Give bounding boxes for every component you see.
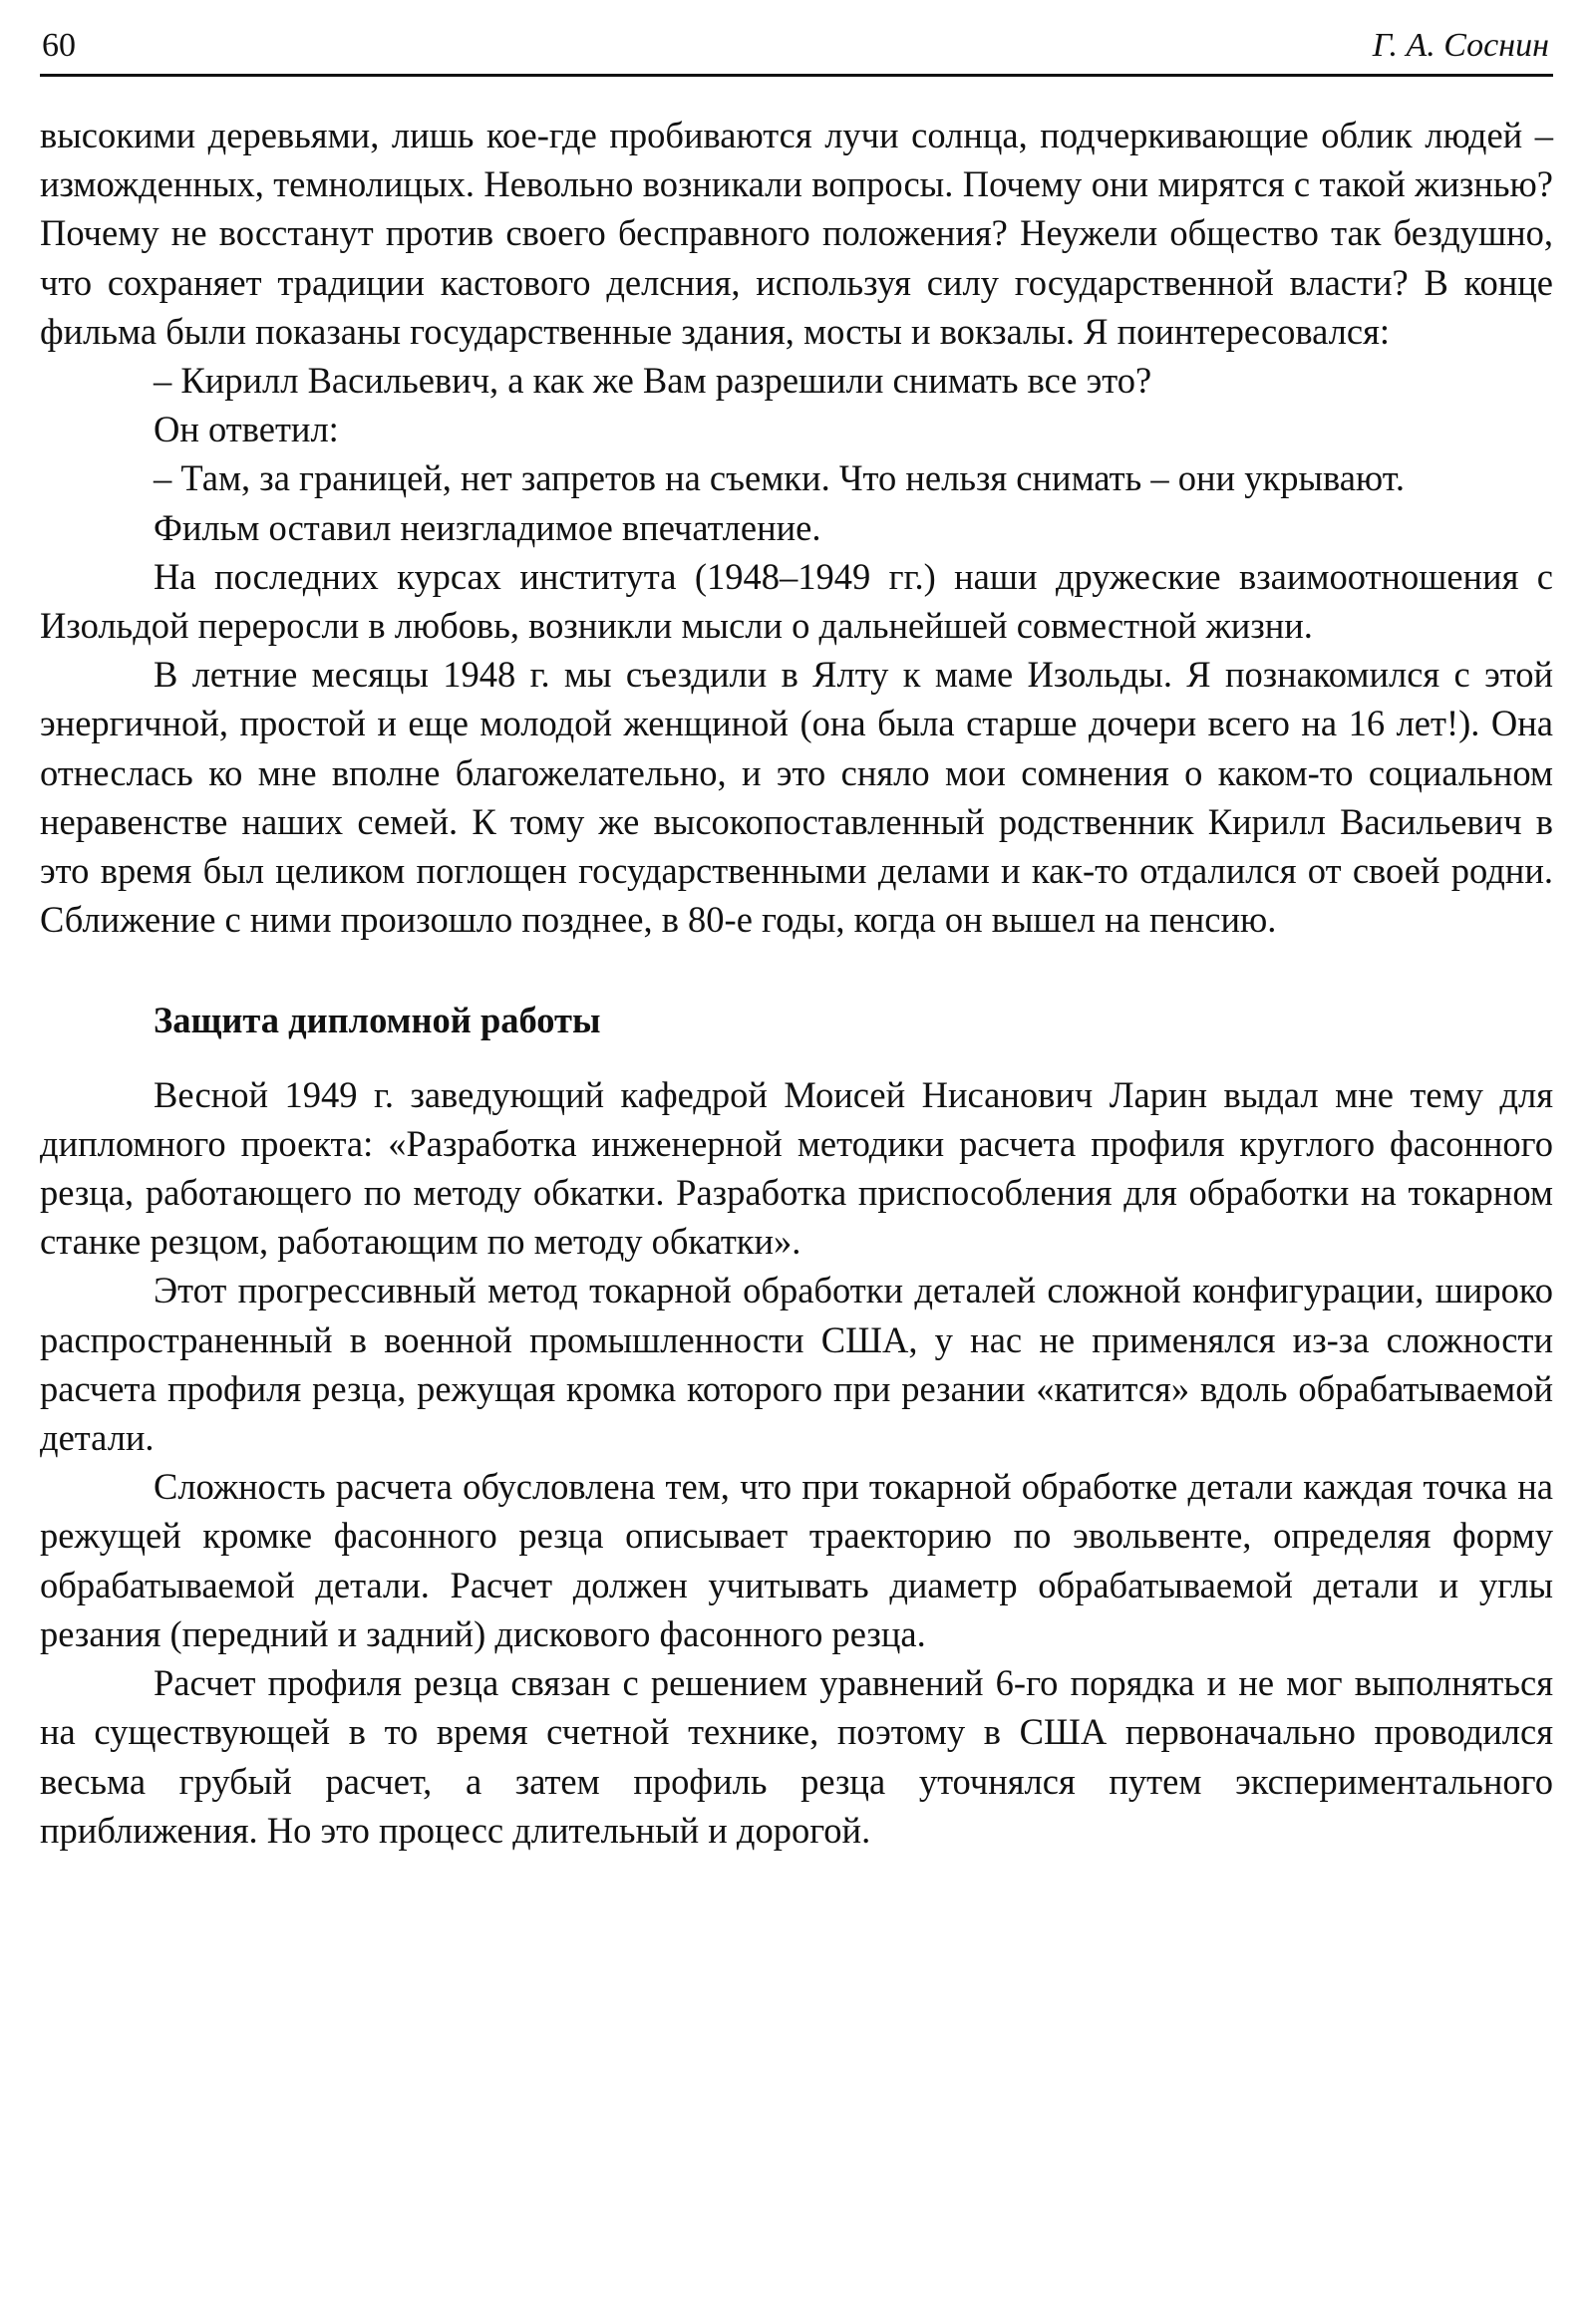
- paragraph: высокими деревьями, лишь кое-где пробиваются лучи солнца, подчеркивающие облик людей – изможденных, темнолицых. Невольно возникали вопросы. Почему они мирятся с такой жизнью? Почему не восстанут против своего бесправного положения? Неужели общество так бездушно, что сохраняет традиции кастового делсния, используя силу государственной власти? В конце фильма были показаны государственные здания, мосты и вокзалы. Я поинтересовался:: [40, 115, 1553, 352]
- paragraph: В летние месяцы 1948 г. мы съездили в Ялту к маме Изольды. Я познакомился с этой энергичной, простой и еще молодой женщиной (она была старше дочери всего на 16 лет!). Она отнеслась ко мне вполне благожелательно, и это сняло мои сомнения о каком-то социальном неравенстве наших семей. К тому же высокопоставленный родственник Кирилл Васильевич в это время был целиком поглощен государственными делами и как-то отдалился от своей родни. Сближение с ними произошло позднее, в 80-е годы, когда он вышел на пенсию.: [40, 654, 1553, 941]
- paragraph: Он ответил:: [154, 409, 339, 450]
- paragraph: Расчет профиля резца связан с решением уравнений 6-го порядка и не мог выполняться на существующей в то время счетной технике, поэтому в США первоначально проводился весьма грубый расчет, а затем профиль резца уточнялся путем экспериментального приближения. Но это процесс длительный и дорогой.: [40, 1662, 1553, 1851]
- paragraph: – Там, за границей, нет запретов на съемки. Что нельзя снимать – они укрывают.: [154, 457, 1406, 499]
- paragraph: Сложность расчета обусловлена тем, что при токарной обработке детали каждая точка на режущей кромке фасонного резца описывает траекторию по эвольвенте, определяя форму обрабатываемой детали. Расчет должен учитывать диаметр обрабатываемой детали и углы резания (передний и задний) дискового фасонного резца.: [40, 1466, 1553, 1654]
- running-head-author: Г. А. Соснин: [1372, 27, 1549, 64]
- header-rule: [40, 74, 1553, 77]
- page-body: [40, 111, 1553, 1855]
- paragraph: Весной 1949 г. заведующий кафедрой Моисей Нисанович Ларин выдал мне тему для дипломного проекта: «Разработка инженерной методики расчета профиля круглого фасонного резца, работающего по методу обкатки. Разработка приспособления для обработки на токарном станке резцом, работающим по методу обкатки».: [40, 1073, 1553, 1263]
- section-heading: Защита дипломной работы: [154, 1000, 601, 1041]
- running-head: [40, 24, 1553, 74]
- paragraph: Этот прогрессивный метод токарной обработки деталей сложной конфигурации, широко распространенный в военной промышленности США, у нас не применялся из-за сложности расчета профиля резца, режущая кромка которого при резании «катится» вдоль обрабатываемой детали.: [40, 1270, 1553, 1459]
- paragraph: Фильм оставил неизгладимое впечатление.: [154, 506, 821, 548]
- paragraph: На последних курсах института (1948–1949 гг.) наши дружеские взаимоотношения с Изольдой переросли в любовь, возникли мысли о дальнейшей совместной жизни.: [40, 555, 1553, 647]
- book-page: [40, 24, 1553, 1855]
- paragraph: – Кирилл Васильевич, а как же Вам разрешили снимать все это?: [154, 360, 1152, 402]
- page-number: 60: [42, 27, 76, 64]
